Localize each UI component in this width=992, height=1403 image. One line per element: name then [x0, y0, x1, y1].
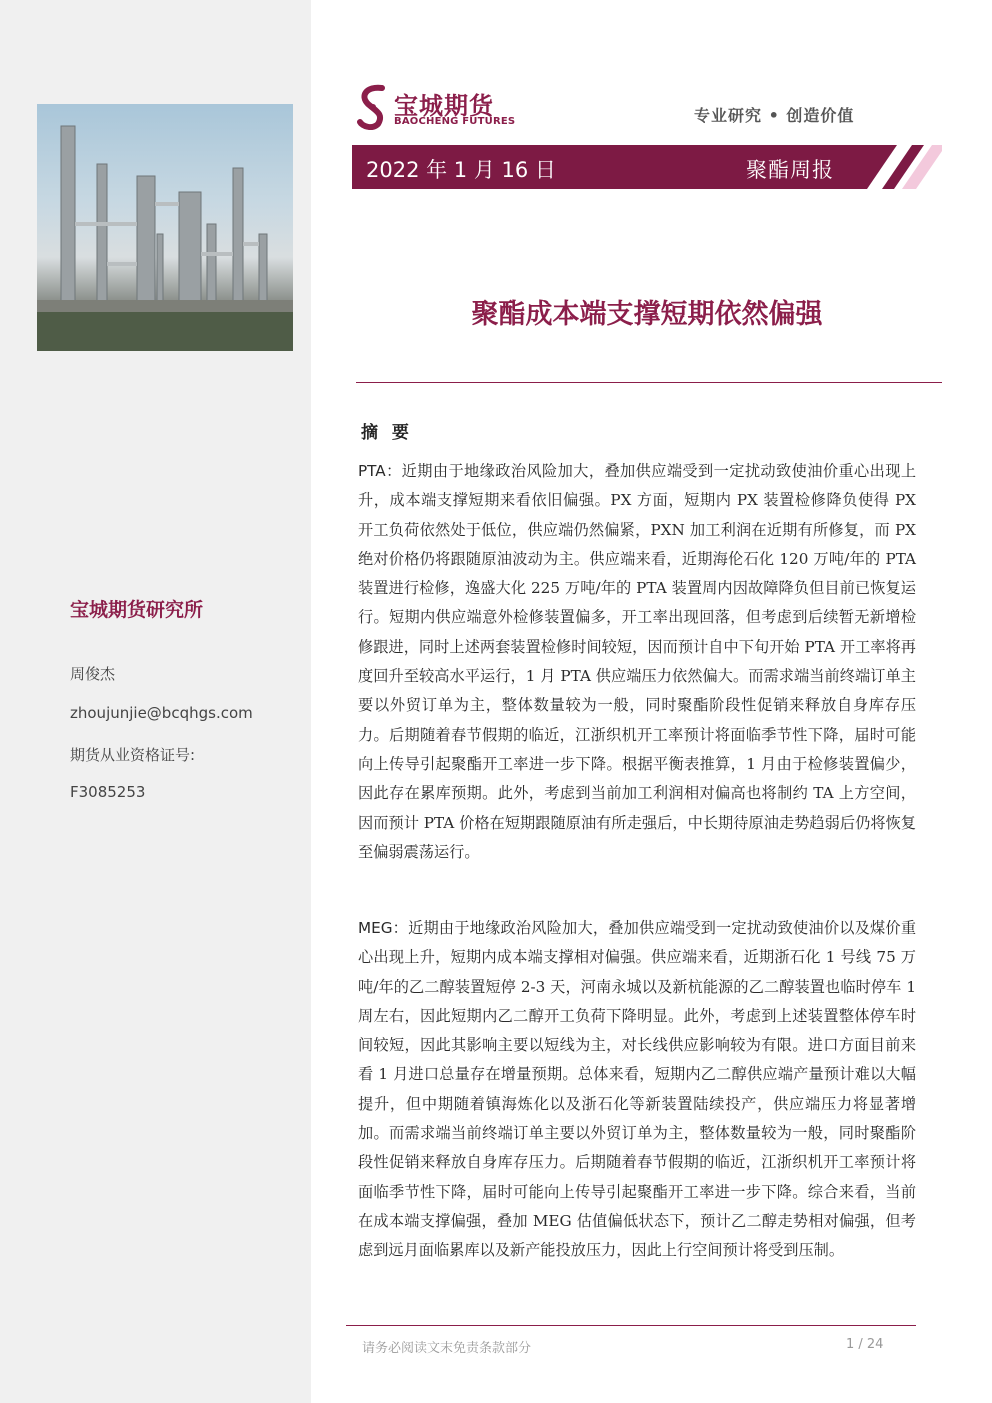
disclaimer-note: 请务必阅读文末免责条款部分: [362, 1341, 532, 1356]
report-banner: [352, 145, 942, 189]
meg-label: MEG: [358, 919, 393, 937]
license-label: 期货从业资格证号:: [70, 746, 196, 764]
report-type: 聚酯周报: [746, 158, 834, 182]
report-date: 2022 年 1 月 16 日: [366, 158, 556, 182]
pta-paragraph: [358, 457, 916, 867]
refinery-photo: [37, 104, 293, 351]
analyst-email[interactable]: zhoujunjie@bcqhgs.com: [70, 704, 253, 722]
license-number: F3085253: [70, 783, 146, 801]
pta-label: PTA: [358, 462, 386, 480]
analyst-name: 周俊杰: [70, 665, 116, 683]
logo-s-icon: [356, 84, 390, 130]
page-title: 聚酯成本端支撑短期依然偏强: [471, 299, 823, 330]
footer-divider: [346, 1325, 916, 1326]
sidebar: [0, 0, 311, 1403]
summary-heading: 摘 要: [361, 423, 413, 443]
company-logo: [356, 84, 526, 134]
slogan: 专业研究 • 创造价值: [694, 106, 855, 125]
title-divider: [356, 382, 942, 383]
pta-text: ：近期由于地缘政治风险加大，叠加供应端受到一定扰动致使油价重心出现上升，成本端支撑短期来看依旧偏强。PX 方面，短期内 PX 装置检修降负使得 PX 开工负荷依然处于低位，供应端仍然偏紧，PXN 加工利润在近期有所修复，而 PX 绝对价格仍将跟随原油波动为主。供应端来看，近期海伦石化 120 万吨/年的 PTA 装置进行检修，逸盛大化 225 万吨/年的 PTA 装置周内因故障降负但目前已恢复运行。短期内供应端意外检修装置偏多，开工率出现回落，但考虑到后续暂无新增检修跟进，同时上述两套装置检修时间较短，因而预计自中下旬开始 PTA 开工率将再度回升至较高水平运行，1 月 PTA 供应端压力依然偏大。而需求端当前终端订单主要以外贸订单为主，整体数量较为一般，同时聚酯阶段性促销来释放自身库存压力。后期随着春节假期的临近，江浙织机开工率预计将面临季节性下降，届时可能向上传导引起聚酯开工率进一步下降。根据平衡表推算，1 月由于检修装置偏少，因此存在累库预期。此外，考虑到当前加工利润相对偏高也将制约 TA 上方空间，因而预计 PTA 价格在短期跟随原油有所走强后，中长期待原油走势趋弱后仍将恢复至偏弱震荡运行。: [358, 462, 916, 861]
meg-text: ：近期由于地缘政治风险加大，叠加供应端受到一定扰动致使油价以及煤价重心出现上升，短期内成本端支撑相对偏强。供应端来看，近期浙石化 1 号线 75 万吨/年的乙二醇装置短停 2-3 天，河南永城以及新杭能源的乙二醇装置也临时停车 1 周左右，因此短期内乙二醇开工负荷下降明显。此外，考虑到上述装置整体停车时间较短，因此其影响主要以短线为主，对长线供应影响较为有限。进口方面目前来看 1 月进口总量存在增量预期。总体来看，短期内乙二醇供应端产量预计难以大幅提升，但中期随着镇海炼化以及浙石化等新装置陆续投产，供应端压力将显著增加。而需求端当前终端订单主要以外贸订单为主，整体数量较为一般，同时聚酯阶段性促销来释放自身库存压力。后期随着春节假期的临近，江浙织机开工率预计将面临季节性下降，届时可能向上传导引起聚酯开工率进一步下降。综合来看，当前在成本端支撑偏强，叠加 MEG 估值偏低状态下，预计乙二醇走势相对偏强，但考虑到远月面临累库以及新产能投放压力，因此上行空间预计将受到压制。: [358, 919, 916, 1260]
logo-name-cn: 宝城期货: [394, 92, 494, 120]
meg-paragraph: [358, 914, 916, 1266]
page-number: 1 / 24: [846, 1337, 884, 1352]
logo-name-en: BAOCHENG FUTURES: [394, 116, 516, 127]
institute-name: 宝城期货研究所: [70, 599, 204, 621]
